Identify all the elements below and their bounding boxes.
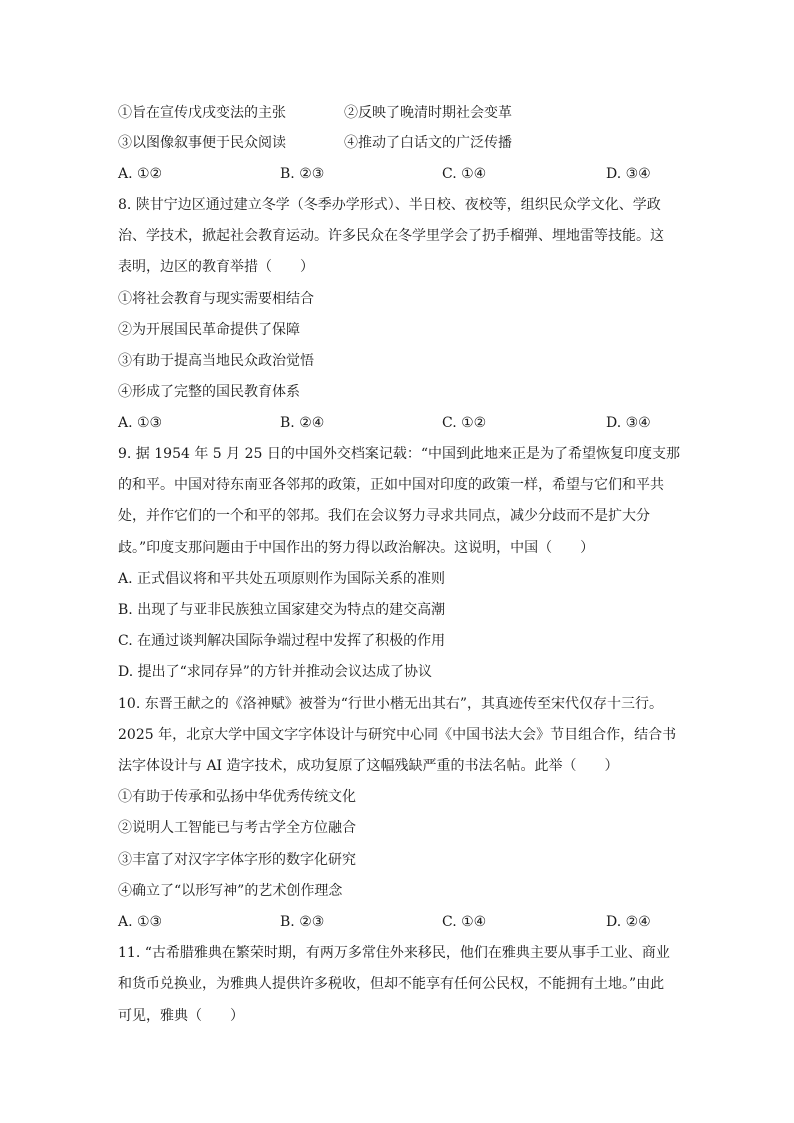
q10-option-b: B. ②③ <box>280 914 325 930</box>
q7-item-4: ④推动了白话文的广泛传播 <box>344 135 512 151</box>
q8-option-d: D. ③④ <box>606 415 651 431</box>
q8-option-c: C. ①② <box>442 415 487 431</box>
q10-stem-line-2: 2025 年，北京大学中国文字字体设计与研究中心同《中国书法大会》节目组合作，结合书 <box>118 727 677 743</box>
q10-item-2: ②说明人工智能已与考古学全方位融合 <box>118 820 356 836</box>
q7-item-1: ①旨在宣传戊戌变法的主张 <box>118 105 286 121</box>
q9-option-d: D. 提出了“求同存异”的方针并推动会议达成了协议 <box>118 664 432 680</box>
q10-option-a: A. ①③ <box>118 914 163 930</box>
q8-item-1: ①将社会教育与现实需要相结合 <box>118 291 314 307</box>
q10-item-4: ④确立了“以形写神”的艺术创作理念 <box>118 883 343 899</box>
q10-item-3: ③丰富了对汉字字体字形的数字化研究 <box>118 852 356 868</box>
q11-stem-line-3: 可见，雅典（ ） <box>118 1008 244 1024</box>
q10-stem-line-1: 10. 东晋王献之的《洛神赋》被誉为“行世小楷无出其右”，其真迹传至宋代仅存十三行。 <box>118 696 664 712</box>
q8-item-2: ②为开展国民革命提供了保障 <box>118 322 300 338</box>
q8-stem-line-1: 8. 陕甘宁边区通过建立冬学（冬季办学形式）、半日校、夜校等，组织民众学文化、学政 <box>118 197 661 213</box>
q7-option-b: B. ②③ <box>280 166 325 182</box>
q11-stem-line-2: 和货币兑换业，为雅典人提供许多税收，但却不能享有任何公民权，不能拥有土地。”由此 <box>118 976 665 992</box>
q7-option-d: D. ③④ <box>606 166 651 182</box>
q9-stem-line-3: 处，并作它们的一个和平的邻邦。我们在会议努力寻求共同点，减少分歧而不是扩大分 <box>118 508 650 524</box>
q10-option-d: D. ②④ <box>606 914 651 930</box>
q8-item-4: ④形成了完整的国民教育体系 <box>118 384 300 400</box>
q9-option-a: A. 正式倡议将和平共处五项原则作为国际关系的准则 <box>118 571 446 587</box>
q10-option-c: C. ①④ <box>442 914 487 930</box>
q7-option-c: C. ①④ <box>442 166 487 182</box>
q9-stem-line-1: 9. 据 1954 年 5 月 25 日的中国外交档案记载：“中国到此地来正是为了希望恢复印度支那 <box>118 446 681 462</box>
q9-option-c: C. 在通过谈判解决国际争端过程中发挥了积极的作用 <box>118 633 446 649</box>
q7-option-a: A. ①② <box>118 166 163 182</box>
q8-option-a: A. ①③ <box>118 415 163 431</box>
q9-option-b: B. 出现了与亚非民族独立国家建交为特点的建交高潮 <box>118 602 446 618</box>
q8-item-3: ③有助于提高当地民众政治觉悟 <box>118 353 314 369</box>
q11-stem-line-1: 11. “古希腊雅典在繁荣时期，有两万多常住外来移民，他们在雅典主要从事手工业、商业 <box>118 945 670 961</box>
q10-item-1: ①有助于传承和弘扬中华优秀传统文化 <box>118 789 356 805</box>
q10-stem-line-3: 法字体设计与 AI 造字技术，成功复原了这幅残缺严重的书法名帖。此举（ ） <box>118 758 619 774</box>
q9-stem-line-2: 的和平。中国对待东南亚各邻邦的政策，正如中国对印度的政策一样，希望与它们和平共 <box>118 477 664 493</box>
q8-option-b: B. ②④ <box>280 415 325 431</box>
q9-stem-line-4: 歧。”印度支那问题由于中国作出的努力得以政治解决。这说明，中国（ ） <box>118 540 595 556</box>
q8-stem-line-3: 表明，边区的教育举措（ ） <box>118 259 314 275</box>
q8-stem-line-2: 治、学技术，掀起社会教育运动。许多民众在冬学里学会了扔手榴弹、埋地雷等技能。这 <box>118 228 664 244</box>
q7-item-3: ③以图像叙事便于民众阅读 <box>118 135 286 151</box>
q7-item-2: ②反映了晚清时期社会变革 <box>344 105 512 121</box>
